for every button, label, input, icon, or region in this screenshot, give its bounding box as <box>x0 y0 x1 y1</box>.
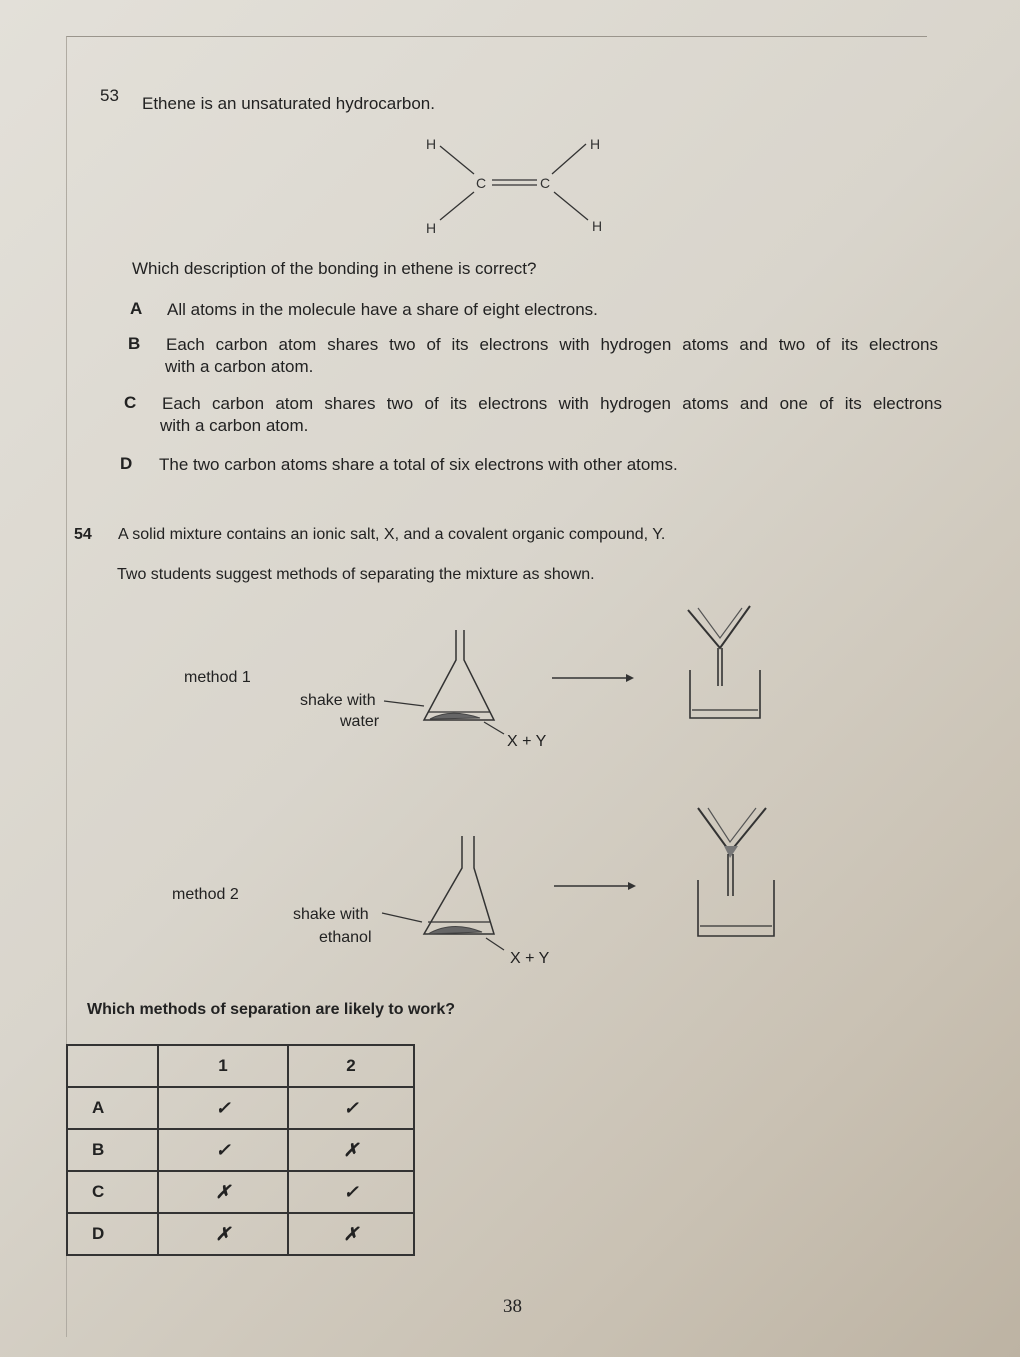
table-row <box>67 1129 414 1171</box>
option-c-letter: C <box>124 393 137 412</box>
row-a-method-1-mark: ✓ <box>158 1087 288 1129</box>
row-a-letter: A <box>67 1087 158 1129</box>
row-d-method-1-mark: ✗ <box>158 1213 288 1255</box>
row-c-method-2-mark: ✓ <box>288 1171 414 1213</box>
question-54-intro: Two students suggest methods of separating the mixture as shown. <box>117 566 595 583</box>
method-1-label-line2: water <box>340 713 380 730</box>
atom-h-top-left: H <box>426 136 437 152</box>
method-2-label-line2: ethanol <box>319 929 372 946</box>
row-d-method-2-mark: ✗ <box>288 1213 414 1255</box>
answer-table <box>66 1044 415 1256</box>
atom-h-top-right: H <box>590 136 601 152</box>
option-d-letter: D <box>120 454 133 473</box>
row-b-letter: B <box>67 1129 158 1171</box>
method-2-conical-flask <box>424 836 494 934</box>
page-number: 38 <box>503 1296 522 1317</box>
method-1-beaker <box>690 670 760 718</box>
answer-table-header-row <box>67 1045 414 1087</box>
answer-table-header-method-2: 2 <box>288 1045 414 1087</box>
row-c-method-1-mark: ✗ <box>158 1171 288 1213</box>
method-1-conical-flask <box>424 630 494 720</box>
row-b-method-1-mark: ✓ <box>158 1129 288 1171</box>
question-53-stem: Ethene is an unsaturated hydrocarbon. <box>142 94 435 113</box>
row-a-method-2-mark: ✓ <box>288 1087 414 1129</box>
question-54-number: 54 <box>74 526 92 543</box>
answer-table-header-method-1: 1 <box>158 1045 288 1087</box>
option-b-text-line1: Each carbon atom shares two of its electrons with hydrogen atoms and two of its electrons <box>166 335 938 354</box>
option-c-text-line2: with a carbon atom. <box>160 416 309 435</box>
method-2-label-line1: shake with <box>293 906 369 923</box>
method-2-label-pointer <box>382 913 422 922</box>
method-2-filter-funnel <box>698 808 766 852</box>
option-b-letter: B <box>128 334 141 353</box>
atom-c-right: C <box>540 175 551 191</box>
answer-table-corner <box>67 1045 158 1087</box>
method-2-apparatus <box>380 800 780 960</box>
row-b-method-2-mark: ✗ <box>288 1129 414 1171</box>
method-2-solid-mixture <box>428 926 482 934</box>
method-1-label-pointer <box>384 701 424 706</box>
row-c-letter: C <box>67 1171 158 1213</box>
method-2-title: method 2 <box>172 886 239 903</box>
atom-h-bottom-right: H <box>592 218 603 234</box>
method-1-solid-mixture <box>430 713 480 719</box>
atom-h-bottom-left: H <box>426 220 437 236</box>
table-row <box>67 1087 414 1129</box>
option-c-text-line1: Each carbon atom shares two of its electrons with hydrogen atoms and one of its electrons <box>162 394 942 413</box>
question-53-number: 53 <box>100 86 119 105</box>
option-a-text: All atoms in the molecule have a share of eight electrons. <box>167 300 598 319</box>
method-2-mixture-label: X + Y <box>510 950 550 967</box>
atom-c-left: C <box>476 175 487 191</box>
row-d-letter: D <box>67 1213 158 1255</box>
option-d-text: The two carbon atoms share a total of six electrons with other atoms. <box>159 455 678 474</box>
method-1-apparatus <box>380 600 780 750</box>
method-1-mixture-label: X + Y <box>507 733 547 750</box>
ethene-structure-diagram <box>400 128 630 240</box>
method-1-filter-funnel <box>688 606 750 648</box>
table-row <box>67 1171 414 1213</box>
option-a-letter: A <box>130 299 143 318</box>
method-2-beaker <box>698 880 774 936</box>
question-53-prompt: Which description of the bonding in ethene is correct? <box>132 259 537 278</box>
question-54-stem: A solid mixture contains an ionic salt, X, and a covalent organic compound, Y. <box>118 526 666 543</box>
option-b-text-line2: with a carbon atom. <box>165 357 314 376</box>
method-1-title: method 1 <box>184 669 251 686</box>
question-54-prompt: Which methods of separation are likely to work? <box>87 1001 456 1018</box>
method-1-label-line1: shake with <box>300 692 376 709</box>
table-row <box>67 1213 414 1255</box>
